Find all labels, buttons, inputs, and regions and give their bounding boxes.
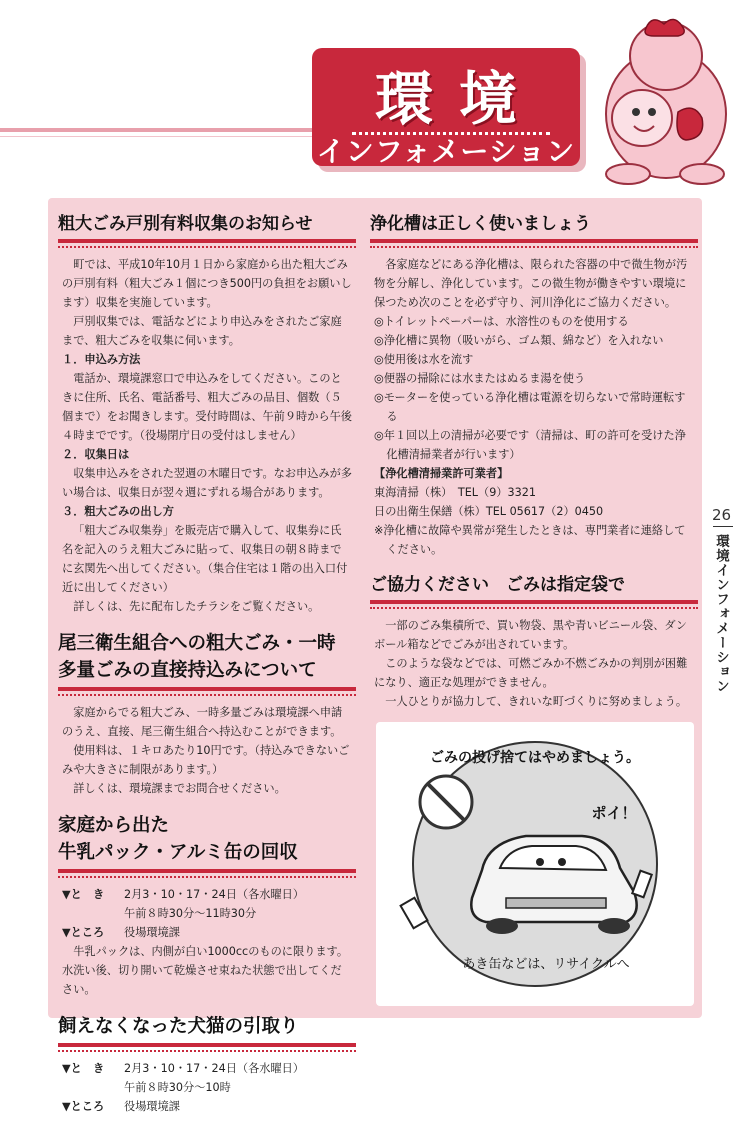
section-title-septic-tank: 浄化槽は正しく使いましょう xyxy=(370,212,698,243)
where-value: 役場環境課 xyxy=(124,926,180,939)
paragraph: 一部のごみ集積所で、買い物袋、黒や青いビニール袋、ダンボール箱などでごみが出されています。 xyxy=(374,619,687,651)
subheading: ２．収集日は xyxy=(62,448,130,461)
when-value xyxy=(124,885,352,923)
vendor-line: 日の出衛生保繕（株）TEL 05617（2）0450 xyxy=(374,505,604,518)
title-line: 尾三衛生組合への粗大ごみ・一時 xyxy=(58,633,336,654)
mascot-illustration xyxy=(582,14,750,186)
when-value xyxy=(124,1059,352,1097)
list-item: ◎トイレットペーパーは、水溶性のものを使用する xyxy=(374,315,629,328)
where-label: ▼ところ xyxy=(62,1100,105,1113)
when-dates: 2月3・10・17・24日（各水曜日） xyxy=(124,888,305,901)
when-hours: 午前８時30分～10時 xyxy=(124,1081,231,1094)
title-line: 家庭から出た xyxy=(58,815,170,836)
title-line: 牛乳パック・アルミ缶の回収 xyxy=(58,842,298,863)
section-title-bulky-waste: 粗大ごみ戸別有料収集のお知らせ xyxy=(58,212,356,243)
page-subtitle: インフォメーション xyxy=(316,135,576,168)
list-item: ◎便器の掃除には水またはぬるま湯を使う xyxy=(374,372,586,385)
illustration-top-caption: ごみの投げ捨てはやめましょう。 xyxy=(430,750,640,766)
schedule-row xyxy=(62,1059,352,1097)
paragraph: 電話か、環境課窓口で申込みをしてください。このときに住所、氏名、電話番号、粗大ごみの品目、個数（５個まで）をお聞きします。受付時間は、午前９時から午後４時までです。（役場閉庁日の受付はしません） xyxy=(62,372,352,442)
paragraph: 町では、平成10年10月１日から家庭から出た粗大ごみの戸別有料（粗大ごみ１個につき500円の負担をお願いします）収集を実施しています。 xyxy=(62,258,352,309)
section-body-septic-tank xyxy=(370,243,698,565)
paragraph: 詳しくは、環境課までお問合せください。 xyxy=(73,782,286,795)
section-title-direct-delivery xyxy=(58,630,356,691)
side-rule xyxy=(713,526,733,527)
schedule-row xyxy=(62,885,352,923)
section-body-pets xyxy=(58,1047,356,1122)
paragraph: 一人ひとりが協力して、きれいな町づくりに努めましょう。 xyxy=(385,695,688,708)
paragraph: このような袋などでは、可燃ごみか不燃ごみかの判別が困難になり、適正な処理ができません。 xyxy=(374,657,688,689)
when-hours: 午前８時30分～11時30分 xyxy=(124,907,257,920)
paragraph: 「粗大ごみ収集券」を販売店で購入して、収集券に氏名を記入のうえ粗大ごみに貼って、収集日の朝８時までに玄関先へ出してください。（集合住宅は１階の出入口付近に出してください） xyxy=(62,524,348,594)
where-label: ▼ところ xyxy=(62,926,105,939)
subheading: ３．粗大ごみの出し方 xyxy=(62,505,174,518)
header-rule-thin xyxy=(0,136,312,137)
section-title-pets: 飼えなくなった犬猫の引取り xyxy=(58,1013,356,1047)
side-label: 環境インフォメーション xyxy=(713,534,729,694)
paragraph: 詳しくは、先に配布したチラシをご覧ください。 xyxy=(73,600,320,613)
section-body-designated-bags xyxy=(370,604,698,717)
illustration-poi: ポイ！ xyxy=(591,804,637,822)
page-title: 環境 xyxy=(374,65,543,133)
section-body-milk-carton xyxy=(58,873,356,1005)
permit-heading: 【浄化槽清掃業許可業者】 xyxy=(374,467,509,480)
section-body-direct-delivery xyxy=(58,691,356,804)
illustration-bottom-caption: あき缶などは、リサイクルへ xyxy=(462,957,630,972)
littering-illustration-svg xyxy=(376,722,694,1006)
paragraph: 牛乳パックは、内側が白い1000ccのものに限ります。水洗い後、切り開いて乾燥させ束ねた状態で出してください。 xyxy=(62,945,349,996)
list-item: ◎年１回以上の清掃が必要です（清掃は、町の許可を受けた浄化槽清掃業者が行います） xyxy=(374,429,686,461)
location-row xyxy=(62,923,352,942)
when-label: ▼と き xyxy=(62,1062,105,1075)
when-label: ▼と き xyxy=(62,888,105,901)
subheading: １．申込み方法 xyxy=(62,353,141,366)
paragraph: 家庭からでる粗大ごみ、一時多量ごみは環境課へ申請のうえ、直接、尾三衛生組合へ持込むことができます。 xyxy=(62,706,343,738)
section-title-milk-carton xyxy=(58,812,356,873)
when-dates: 2月3・10・17・24日（各水曜日） xyxy=(124,1062,305,1075)
section-body-bulky-waste xyxy=(58,243,356,622)
list-item: ◎使用後は水を流す xyxy=(374,353,474,366)
left-column xyxy=(58,212,356,1122)
littering-illustration xyxy=(376,722,694,1006)
list-item: ◎モーターを使っている浄化槽は電源を切らないで常時運転する xyxy=(374,391,686,423)
list-item: ◎浄化槽に異物（吸いがら、ゴム類、綿など）を入れない xyxy=(374,334,664,347)
note: ※浄化槽に故障や異常が発生したときは、専門業者に連絡してください。 xyxy=(374,524,686,556)
paragraph: 各家庭などにある浄化槽は、限られた容器の中で微生物が汚物を分解し、浄化しています。この微生物が働きやすい環境に保つため次のことを必ず守り、河川浄化にご協力ください。 xyxy=(374,258,688,309)
title-line: 多量ごみの直接持込みについて xyxy=(58,660,317,681)
paragraph: 使用料は、１キロあたり10円です。（持込みできないごみや大きさに制限があります。） xyxy=(62,744,350,776)
paragraph: 収集申込みをされた翌週の木曜日です。なお申込みが多い場合は、収集日が翌々週にずれる場合があります。 xyxy=(62,467,352,499)
section-title-designated-bags: ご協力ください ごみは指定袋で xyxy=(370,573,698,604)
header-rule xyxy=(0,128,312,132)
paragraph: 戸別収集では、電話などにより申込みをされたご家庭まで、粗大ごみを収集に伺います。 xyxy=(62,315,342,347)
right-column xyxy=(370,212,698,717)
header-banner xyxy=(312,48,580,166)
page-number: 26 xyxy=(712,506,732,524)
where-value: 役場環境課 xyxy=(124,1100,180,1113)
location-row xyxy=(62,1097,352,1116)
vendor-line: 東海清掃（株） TEL（9）3321 xyxy=(374,486,537,499)
